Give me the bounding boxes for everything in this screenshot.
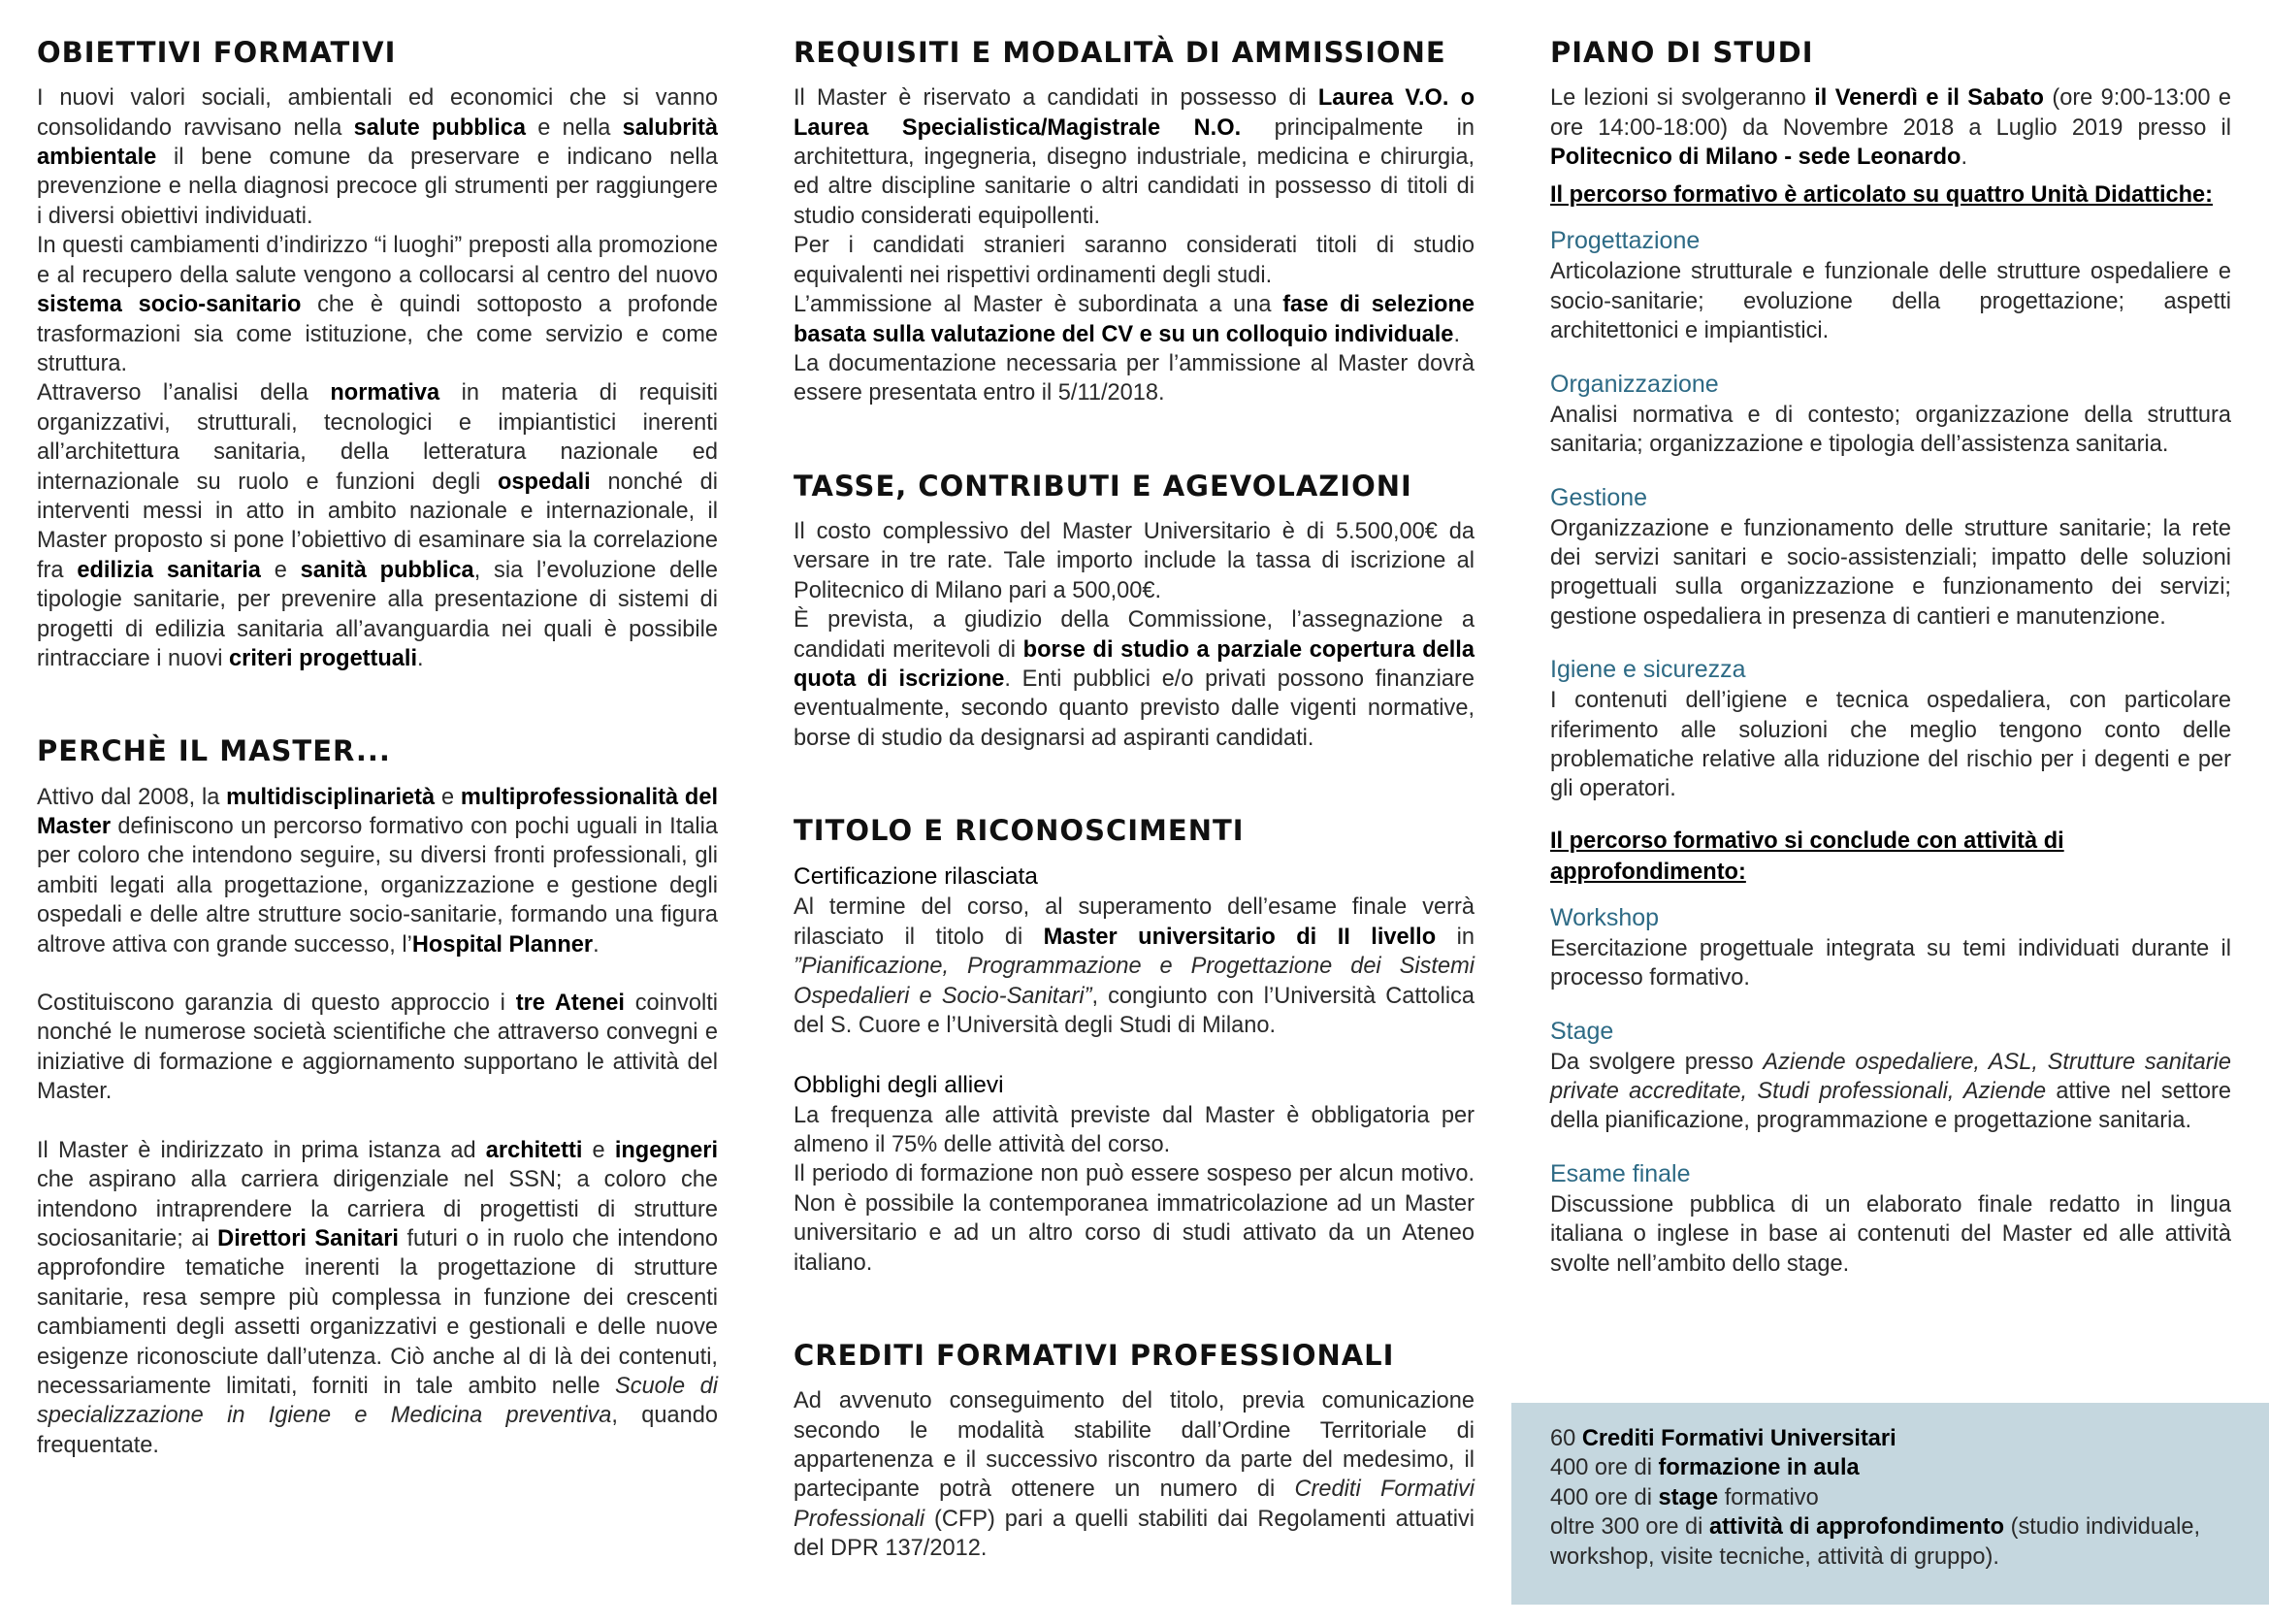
- bold-run: tre Atenei: [515, 991, 625, 1017]
- text-run: .: [593, 931, 600, 958]
- text-run: La documentazione necessaria per l’ammissione al Master dovrà essere presentata entro il 5/11/2018.: [794, 350, 1475, 406]
- text-run: .: [1961, 145, 1967, 171]
- obiettivi-paragraph-3: [37, 378, 718, 673]
- text-run: , congiunto con l’Università Cattolica del S. Cuore e l’Università degli Studi di Milano.: [794, 983, 1475, 1039]
- italic-run: Scuole di specializzazione in Igiene e Medicina preventiva: [37, 1373, 718, 1429]
- unit-item: [1550, 481, 2231, 633]
- heading-titolo: TITOLO E RICONOSCIMENTI: [794, 814, 1245, 848]
- heading-crediti: CREDITI FORMATIVI PROFESSIONALI: [794, 1338, 1395, 1372]
- column-left: [37, 35, 718, 1520]
- text-run: e: [435, 784, 461, 810]
- section-requisiti: [794, 35, 1475, 408]
- text-run: In questi cambiamenti d’indirizzo “i luoghi” preposti alla promozione e al recupero della salute vengono a collocarsi al centro del nuovo: [37, 233, 718, 288]
- bold-run: Master universitario di II livello: [1043, 924, 1437, 950]
- text-run: , sia l’evoluzione delle tipologie sanitarie, per prevenire alla presentazione di sistemi di progetti di edilizia sanitaria all’avanguardia nei quali è possibile rintracciare i nuovi: [37, 557, 718, 671]
- piano-paragraph-1: [1550, 83, 2231, 172]
- unit-item: [1550, 224, 2231, 345]
- unit-text: Articolazione strutturale e funzionale delle strutture ospedaliere e socio-sanitarie; evoluzione della progettazione; aspetti architettonici e impiantistici.: [1550, 259, 2231, 344]
- text-run: , quando frequentate.: [37, 1403, 718, 1458]
- perche-paragraph-2: [37, 989, 718, 1107]
- bold-run: fase di selezione basata sulla valutazione del CV e su un colloquio individuale: [794, 292, 1475, 347]
- requisiti-paragraph-4: [794, 349, 1475, 408]
- bold-run: Laurea V.O. o Laurea Specialistica/Magistrale N.O.: [794, 85, 1475, 141]
- text-run: Il costo complessivo del Master Universitario è di 5.500,00€ da versare in tre rate. Tale importo include la tassa di iscrizione al Politecnico di Milano pari a 500,00€.: [794, 518, 1475, 603]
- bold-run: il Venerdì e il Sabato: [1814, 85, 2044, 112]
- obiettivi-paragraph-1: [37, 83, 718, 231]
- units-intro: Il percorso formativo è articolato su quattro Unità Didattiche:: [1550, 182, 2214, 209]
- text-run: Ad avvenuto conseguimento del titolo, previa comunicazione secondo le modalità stabilite dall’Ordine Territoriale di appartenenza e il successivo riscontro da parte del medesimo, il partecipante potrà ottenere un numero di: [794, 1388, 1475, 1503]
- text-run: (ore 9:00-13:00 e ore 14:00-18:00) da Novembre 2018 a Luglio 2019 presso il: [1550, 85, 2231, 141]
- text-run: Attraverso l’analisi della: [37, 380, 331, 406]
- text-run: I nuovi valori sociali, ambientali ed economici che si vanno consolidando ravvisano nella: [37, 85, 718, 141]
- bold-run: multiprofessionalità del Master: [37, 784, 718, 840]
- bold-run: sistema socio-sanitario: [37, 292, 302, 318]
- perche-paragraph-1: [37, 783, 718, 959]
- text-run: Il Master è indirizzato in prima istanza ad: [37, 1137, 486, 1163]
- section-crediti: [794, 1338, 1475, 1564]
- text-run: Da svolgere presso: [1550, 1049, 1764, 1075]
- unit-title: Organizzazione: [1550, 370, 1719, 398]
- text-run: È prevista, a giudizio della Commissione, l’assegnazione a candidati meritevoli di: [794, 607, 1475, 663]
- section-tasse: [794, 469, 1475, 754]
- text-run: oltre 300 ore di: [1550, 1514, 1709, 1541]
- text-run: Attivo dal 2008, la: [37, 784, 227, 810]
- text-run: 400 ore di: [1550, 1484, 1659, 1510]
- text-run: .: [417, 645, 424, 671]
- bold-run: Hospital Planner: [411, 931, 594, 958]
- italic-run: Crediti Formativi Professionali: [794, 1477, 1475, 1532]
- text-run: futuri o in ruolo che intendono approfondire tematiche inerenti la progettazione di strutture sanitarie, resa sempre più complessa in funzione dei crescenti cambiamenti degli assetti organizzativi e gestionali e delle nuove esigenze riconosciute dall’utenza. Ciò anche al di là dei contenuti, necessariamente limitati, forniti in tale ambito nelle: [37, 1225, 719, 1399]
- text-run: e nella: [526, 114, 623, 141]
- text-run: e: [582, 1137, 615, 1163]
- text-run: coinvolti nonché le numerose società scientifiche che attraverso convegni e iniziative di formazione e aggiornamento supportano le attività del Master.: [37, 991, 719, 1105]
- bold-run: normativa: [330, 380, 440, 406]
- text-run: Per i candidati stranieri saranno considerati titoli di studio equivalenti nei rispettivi ordinamenti degli studi.: [794, 233, 1475, 288]
- text-run: che è quindi sottoposto a profonde trasformazioni sia come istituzione, che come servizio e come struttura.: [37, 292, 718, 376]
- requisiti-paragraph-2: [794, 231, 1475, 290]
- column-middle: [794, 35, 1475, 1624]
- section-titolo: [794, 813, 1475, 1278]
- text-run: il bene comune da preservare e indicano nella prevenzione e nella diagnosi precoce gli strumenti per raggiungere i diversi obiettivi individuati.: [37, 145, 718, 229]
- bold-run: sanità pubblica: [300, 557, 474, 583]
- unit-title: Gestione: [1550, 483, 1648, 511]
- credits-line: [1550, 1453, 2229, 1482]
- bold-run: salubrità ambientale: [37, 114, 719, 171]
- text-run: .: [1453, 321, 1460, 347]
- activity-item: [1550, 1015, 2231, 1136]
- bold-run: multidisciplinarietà: [226, 784, 436, 810]
- heading-piano: PIANO DI STUDI: [1550, 36, 1814, 69]
- bold-run: Crediti Formativi Universitari: [1581, 1426, 1896, 1451]
- activity-title: Stage: [1550, 1017, 1614, 1045]
- unit-title: Igiene e sicurezza: [1550, 656, 1746, 684]
- unit-text: Organizzazione e funzionamento delle strutture sanitarie; la rete dei servizi sanitari e socio-assistenziali; impatto delle soluzioni progettuali sulla organizzazione e funzionamento dei servizi; gestione ospedaliera in presenza di cantieri e manutenzione.: [1550, 515, 2231, 630]
- activity-text: [1550, 1190, 2231, 1279]
- text-run: Il periodo di formazione non può essere sospeso per alcun motivo. Non è possibile la contemporanea immatricolazione ad un Master universitario e ad un altro corso di studi attivato da un Ateneo italiano.: [794, 1161, 1475, 1276]
- bold-run: salute pubblica: [353, 114, 526, 141]
- crediti-paragraph-1: [794, 1386, 1475, 1563]
- subheading-obblighi: Obblighi degli allievi: [794, 1071, 1004, 1098]
- text-run: in: [1436, 924, 1475, 950]
- perche-paragraph-3: [37, 1136, 718, 1460]
- text-run: L’ammissione al Master è subordinata a una: [794, 292, 1283, 318]
- heading-perche: PERCHÈ IL MASTER...: [37, 734, 391, 768]
- requisiti-paragraph-1: [794, 83, 1475, 231]
- credits-line: [1550, 1512, 2229, 1572]
- credits-summary-box: [1511, 1403, 2269, 1605]
- italic-run: Aziende ospedaliere, ASL, Strutture sanitarie private accreditate, Studi professionali, Aziende: [1550, 1049, 2231, 1104]
- bold-run: ospedali: [498, 469, 591, 495]
- heading-requisiti: REQUISITI E MODALITÀ DI AMMISSIONE: [794, 36, 1446, 69]
- activities-list: [1550, 901, 2231, 1279]
- units-list: [1550, 224, 2231, 803]
- activity-item: [1550, 901, 2231, 993]
- text-run: Costituiscono garanzia di questo approccio i: [37, 991, 516, 1017]
- text-run: (studio individuale, workshop, visite tecniche, attività di gruppo).: [1550, 1514, 2201, 1570]
- text-run: Al termine del corso, al superamento dell’esame finale verrà rilasciato il titolo di: [794, 894, 1475, 950]
- activity-title: Workshop: [1550, 903, 1660, 931]
- text-run: 60: [1550, 1426, 1582, 1451]
- credits-line: [1550, 1424, 2229, 1453]
- unit-title: Progettazione: [1550, 227, 1701, 255]
- heading-obiettivi: OBIETTIVI FORMATIVI: [37, 36, 397, 69]
- titolo-paragraph-3: [794, 1159, 1475, 1278]
- unit-text: Analisi normativa e di contesto; organizzazione della struttura sanitaria; organizzazione e tipologia dell’assistenza sanitaria.: [1550, 402, 2231, 458]
- bold-run: edilizia sanitaria: [77, 557, 261, 583]
- unit-text: I contenuti dell’igiene e tecnica ospedaliera, con particolare riferimento alle soluzioni che meglio tengono conto delle problematiche relative alla riduzione del rischio per i degenti e per gli operatori.: [1550, 688, 2231, 802]
- text-run: Esercitazione progettuale integrata su temi individuati durante il processo formativo.: [1550, 935, 2231, 991]
- text-run: 400 ore di: [1550, 1455, 1659, 1481]
- activity-text: [1550, 934, 2231, 993]
- text-run: Le lezioni si svolgeranno: [1550, 85, 1815, 112]
- bold-run: Direttori Sanitari: [217, 1225, 399, 1251]
- bold-run: borse di studio a parziale copertura della quota di iscrizione: [794, 636, 1475, 692]
- text-run: nonché di interventi messi in atto in ambito nazionale e internazionale, il Master proposto si pone l’obiettivo di esaminare sia la correlazione fra: [37, 469, 718, 583]
- text-run: formativo: [1718, 1484, 1819, 1510]
- tasse-paragraph-2: [794, 605, 1475, 753]
- text-run: che aspirano alla carriera dirigenziale nel SSN; a coloro che intendono intraprendere la carriera di progettisti di strutture sociosanitarie; ai: [37, 1167, 718, 1251]
- text-run: Discussione pubblica di un elaborato finale redatto in lingua italiana o inglese in base ai contenuti del Master ed alle attività svolte nell’ambito dello stage.: [1550, 1191, 2231, 1277]
- activities-intro: Il percorso formativo si conclude con attività di approfondimento:: [1550, 828, 2064, 885]
- text-run: e: [260, 557, 301, 583]
- credits-summary-lines: [1550, 1424, 2229, 1572]
- text-run: definiscono un percorso formativo con pochi uguali in Italia per coloro che intendono seguire, su diversi fronti professionali, gli ambiti legati alla progettazione, organizzazione e gestione degli ospedali e delle altre strutture socio-sanitarie, formando una figura altrove attiva con grande successo, l’: [37, 814, 718, 958]
- text-run: . Enti pubblici e/o privati possono finanziare eventualmente, secondo quanto previsto dalle vigenti normative, borse di studio da designarsi ad aspiranti candidati.: [794, 666, 1475, 751]
- bold-run: architetti: [485, 1137, 583, 1163]
- text-run: principalmente in architettura, ingegneria, disegno industriale, medicina e chirurgia, ed altre discipline sanitarie o altri candidati in possesso di titoli di studio considerati equipollenti.: [794, 114, 1475, 229]
- bold-run: criteri progettuali: [229, 645, 418, 671]
- activity-item: [1550, 1157, 2231, 1279]
- credits-line: [1550, 1483, 2229, 1512]
- text-run: (CFP) pari a quelli stabiliti dai Regolamenti attuativi del DPR 137/2012.: [794, 1506, 1475, 1562]
- bold-run: stage: [1658, 1484, 1719, 1510]
- bold-run: Politecnico di Milano - sede Leonardo: [1550, 145, 1961, 171]
- bold-run: ingegneri: [614, 1137, 719, 1163]
- titolo-paragraph-2: [794, 1101, 1475, 1160]
- unit-item: [1550, 653, 2231, 804]
- text-run: in materia di requisiti organizzativi, strutturali, tecnologici e impiantistici inerenti all’architettura sanitaria, della letteratura nazionale ed internazionale su ruolo e funzioni degli: [37, 380, 719, 495]
- activity-text: [1550, 1048, 2231, 1136]
- italic-run: ”Pianificazione, Programmazione e Progettazione dei Sistemi Ospedalieri e Socio-Sanitari”: [794, 954, 1475, 1009]
- activity-title: Esame finale: [1550, 1159, 1691, 1187]
- text-run: La frequenza alle attività previste dal Master è obbligatoria per almeno il 75% delle attività del corso.: [794, 1102, 1475, 1157]
- unit-item: [1550, 368, 2231, 460]
- bold-run: attività di approfondimento: [1708, 1514, 2005, 1541]
- section-obiettivi: [37, 35, 718, 673]
- section-perche: [37, 733, 718, 1460]
- text-run: attive nel settore della pianificazione, programmazione e progettazione sanitaria.: [1550, 1078, 2231, 1134]
- subheading-certificazione: Certificazione rilasciata: [794, 863, 1038, 891]
- tasse-paragraph-1: [794, 517, 1475, 605]
- heading-tasse: TASSE, CONTRIBUTI E AGEVOLAZIONI: [794, 469, 1412, 503]
- text-run: Il Master è riservato a candidati in possesso di: [794, 85, 1318, 112]
- column-right: [1550, 35, 2231, 1300]
- titolo-paragraph-1: [794, 893, 1475, 1040]
- requisiti-paragraph-3: [794, 290, 1475, 349]
- bold-run: formazione in aula: [1658, 1455, 1860, 1481]
- obiettivi-paragraph-2: [37, 231, 718, 378]
